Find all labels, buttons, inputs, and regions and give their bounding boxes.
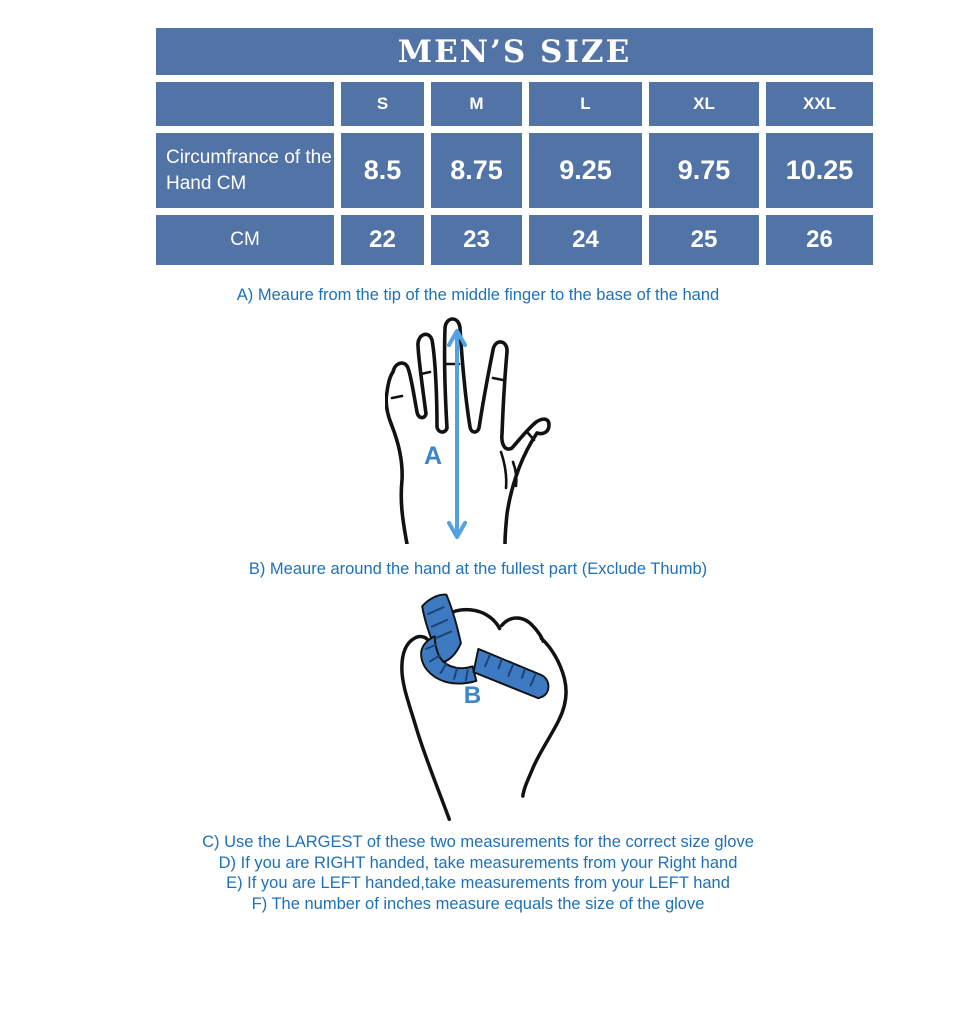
cm-value-xxl: 26 [766,215,873,265]
cm-value-l: 24 [529,215,642,265]
circumference-value-m: 8.75 [431,133,522,208]
cm-value-xl: 25 [649,215,759,265]
table-title: MEN’S SIZE [156,28,873,75]
instruction-c: C) Use the LARGEST of these two measurements for the correct size glove [202,833,754,851]
size-header-xxl: XXL [766,82,873,126]
instruction-d: D) If you are RIGHT handed, take measurements from your Right hand [218,853,738,872]
mens-size-table [156,28,873,265]
row-label-circumference: Circumfrance of the Hand CM [156,133,334,208]
cm-value-m: 23 [431,215,522,265]
instruction-list [0,832,956,914]
cm-value-s: 22 [341,215,424,265]
hand-outline-icon [386,319,549,544]
circumference-value-l: 9.25 [529,133,642,208]
instruction-b: B) Meaure around the hand at the fullest part (Exclude Thumb) [248,560,708,578]
circumference-value-xxl: 10.25 [766,133,873,208]
figure-a-label: A [423,442,443,470]
row-label-cm: CM [156,215,334,265]
size-header-s: S [341,82,424,126]
size-header-xl: XL [649,82,759,126]
size-header-l: L [529,82,642,126]
instruction-e: E) If you are LEFT handed,take measurements from your LEFT hand [226,874,730,892]
open-hand-measure-illustration [385,312,555,544]
size-header-m: M [431,82,522,126]
measuring-tape-icon [421,595,548,699]
fist-measure-illustration [396,585,580,827]
circumference-value-xl: 9.75 [649,133,759,208]
instruction-f: F) The number of inches measure equals the size of the glove [251,894,705,913]
circumference-value-s: 8.5 [341,133,424,208]
corner-cell [156,82,334,126]
figure-b-label: B [463,682,482,710]
instruction-a: A) Meaure from the tip of the middle finger to the base of the hand [236,286,720,304]
